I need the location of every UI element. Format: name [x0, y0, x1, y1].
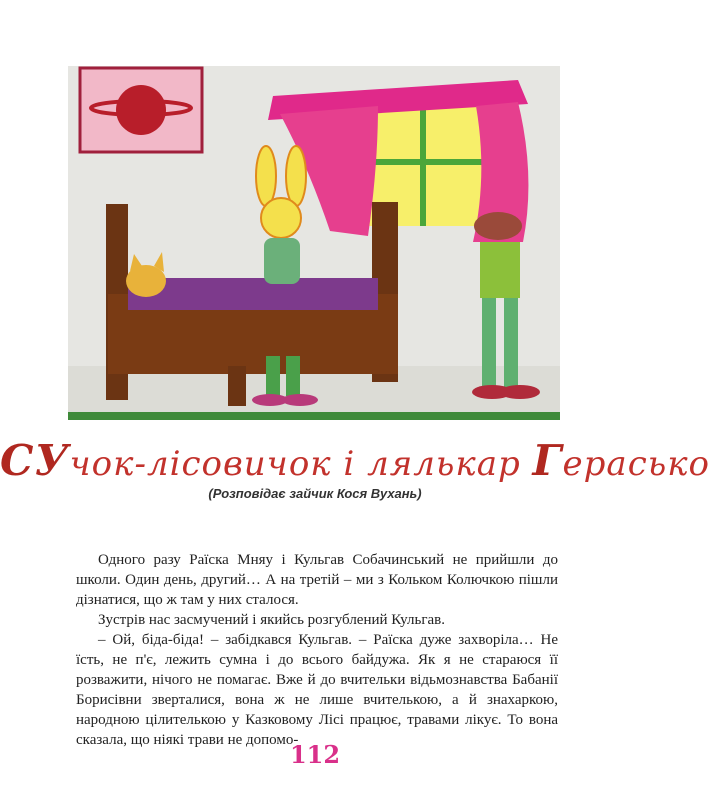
- title-initial-2: Г: [532, 436, 563, 485]
- story-body: [76, 550, 558, 750]
- planet-picture: [80, 68, 202, 152]
- illustration: [68, 66, 560, 420]
- paragraph: Одного разу Раїска Мняу і Кульгав Собачинський не прийшли до школи. Один день, другий… А на третій – ми з Кольком Колючкою пішли дізнатися, що ж там у них сталося.: [76, 552, 558, 608]
- paragraph: Зустрів нас засмучений і якийсь розгублений Кульгав.: [98, 612, 445, 628]
- subtitle: (Розповідає зайчик Кося Вухань): [208, 486, 422, 501]
- title-initial-1: У: [34, 436, 70, 485]
- title-prefix: С: [0, 436, 35, 485]
- title-text-1: чок-лісовичок і лялькар: [69, 444, 533, 484]
- title-text-2: ерасько: [562, 444, 710, 484]
- paragraph: – Ой, біда-біда! – забідкався Кульгав. – Раїска дуже захворіла… Не їсть, не п'є, лежить сумна і до всього байдужа. Як я не стараюся її розважити, нічого не помагає. Вже й до вчительки відьмознавства Бабанії Борисівни зверталися, вона ж не лише вчителькою, а й знахаркою, народною цілителькою у Казковому Лісі працює, травами лікує. То вона сказала, що ніякі трави не допомо-: [76, 632, 558, 748]
- story-title: [0, 436, 710, 485]
- page-number: 112: [289, 740, 341, 769]
